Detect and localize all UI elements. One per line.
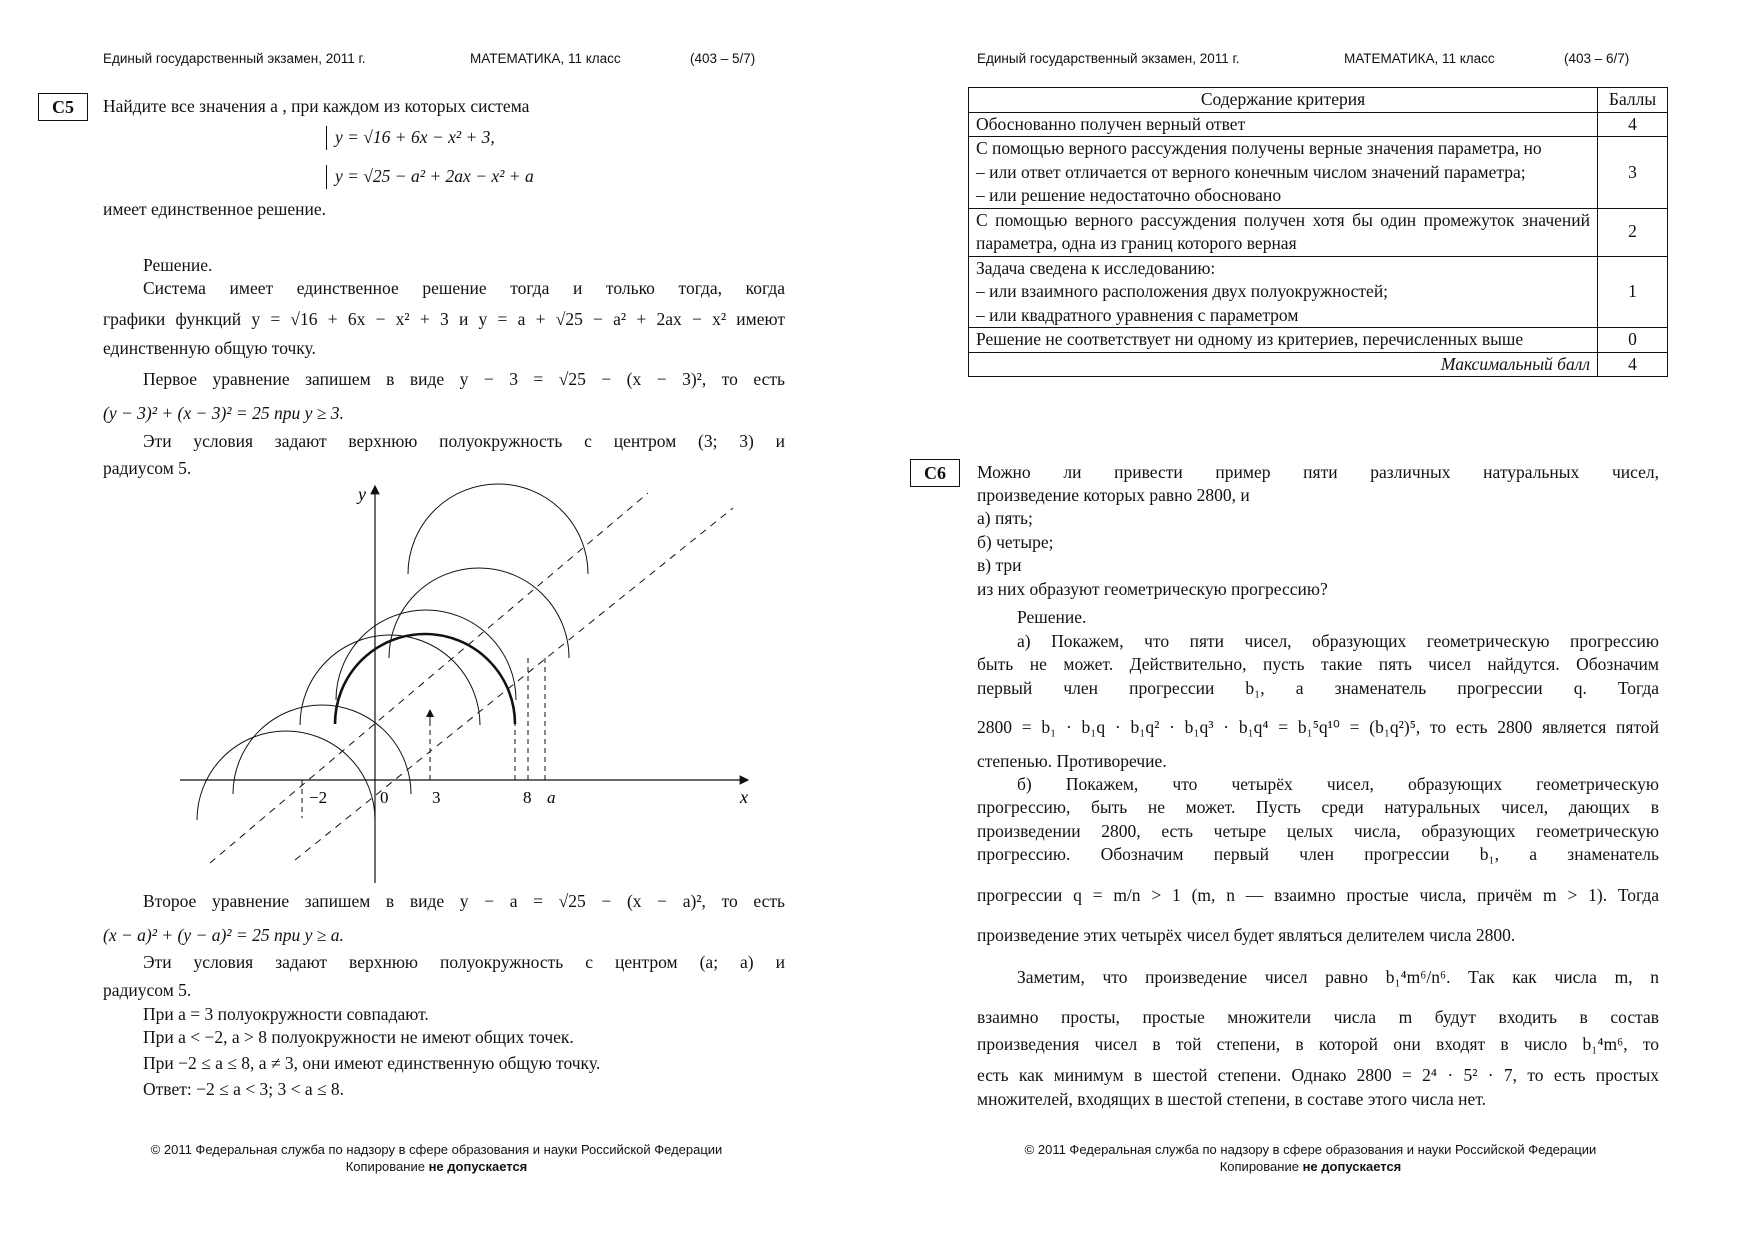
dashed-line-2 xyxy=(295,508,733,860)
solution-p5a: Эти условия задают верхнюю полуокружность с центром (a; a) и xyxy=(143,952,785,972)
solution-p1b: графики функций y = √16 + 6x − x² + 3 и y = a + √25 − a² + 2ax − x² имеют xyxy=(103,309,785,329)
max-points: 4 xyxy=(1598,352,1668,377)
solution-c2: взаимно просты, простые множители числа m будут входить в состав xyxy=(977,1007,1659,1027)
max-label: Максимальный балл xyxy=(969,352,1598,377)
points: 4 xyxy=(1598,112,1668,137)
points: 1 xyxy=(1598,256,1668,328)
semicircle-a-minus2 xyxy=(233,705,411,794)
footer-forbidden: не допускается xyxy=(428,1159,528,1174)
problem-option-c: в) три xyxy=(977,555,1022,575)
problem-q2: произведение которых равно 2800, и xyxy=(977,485,1250,505)
footer-copyright: © 2011 Федеральная служба по надзору в сфере образования и науки Российской Федерации xyxy=(1024,1142,1597,1157)
solution-title: Решение. xyxy=(143,255,213,275)
footer-copyright: © 2011 Федеральная служба по надзору в сфере образования и науки Российской Федерации xyxy=(150,1142,723,1157)
semicircles-graph xyxy=(170,478,770,888)
problem-q1: Можно ли привести пример пяти различных натуральных чисел, xyxy=(977,462,1659,482)
tick-a: a xyxy=(547,788,556,807)
table-row xyxy=(969,208,1668,256)
task-tag-c5: С5 xyxy=(38,93,88,121)
task-tag-c6: С6 xyxy=(910,459,960,487)
solution-a3: первый член прогрессии b₁, а знаменатель прогрессии q. Тогда xyxy=(977,678,1659,698)
solution-title: Решение. xyxy=(1017,607,1087,627)
footer xyxy=(874,1141,1747,1175)
problem-intro: Найдите все значения a , при каждом из которых система xyxy=(103,96,530,116)
tick-8: 8 xyxy=(523,788,532,807)
solution-answer: Ответ: −2 ≤ a < 3; 3 < a ≤ 8. xyxy=(143,1079,345,1099)
tick-3: 3 xyxy=(432,788,441,807)
solution-line1: При a = 3 полуокружности совпадают. xyxy=(143,1004,429,1024)
table-header-row xyxy=(969,88,1668,113)
semicircle-a-minus5 xyxy=(197,731,375,820)
solution-c1: Заметим, что произведение чисел равно b₁⁴m⁶/n⁶. Так как числа m, n xyxy=(1017,967,1659,987)
table-row xyxy=(969,112,1668,137)
criteria-table xyxy=(968,87,1668,377)
table-row xyxy=(969,256,1668,328)
solution-b2: прогрессию, быть не может. Пусть среди натуральных чисел, дающих в xyxy=(977,797,1659,817)
points: 0 xyxy=(1598,328,1668,353)
solution-b1: б) Покажем, что четырёх чисел, образующих геометрическую xyxy=(1017,774,1659,794)
footer xyxy=(0,1141,873,1175)
semicircle-main xyxy=(335,634,515,724)
header-exam: Единый государственный экзамен, 2011 г. xyxy=(977,51,1240,66)
dashed-line-1 xyxy=(210,493,648,863)
solution-a5: степенью. Противоречие. xyxy=(977,751,1167,771)
solution-c3: произведения чисел в той степени, в которой они входят в число b₁⁴m⁶, то xyxy=(977,1034,1659,1054)
right-page xyxy=(874,0,1747,1239)
system-eq2: y = √25 − a² + 2ax − x² + a xyxy=(326,165,534,189)
solution-p3a: Эти условия задают верхнюю полуокружность с центром (3; 3) и xyxy=(143,431,785,451)
solution-b4: прогрессию. Обозначим первый член прогрессии b₁, а знаменатель xyxy=(977,844,1659,864)
criterion-text: Задача сведена к исследованию: – или взаимного расположения двух полуокружностей; – или квадратного уравнения с параметром xyxy=(969,256,1598,328)
left-page xyxy=(0,0,873,1239)
solution-p3b: радиусом 5. xyxy=(103,458,192,478)
solution-line3: При −2 ≤ a ≤ 8, a ≠ 3, они имеют единственную общую точку. xyxy=(143,1053,601,1073)
tick-minus2: −2 xyxy=(309,788,328,807)
footer-copy: Копирование xyxy=(345,1159,425,1174)
solution-line2: При a < −2, a > 8 полуокружности не имеют общих точек. xyxy=(143,1027,574,1047)
header-subject: МАТЕМАТИКА, 11 класс xyxy=(1344,51,1495,66)
problem-outro: имеет единственное решение. xyxy=(103,199,326,219)
solution-a2: быть не может. Действительно, пусть такие пять чисел найдутся. Обозначим xyxy=(977,654,1659,674)
solution-a1: а) Покажем, что пяти чисел, образующих геометрическую прогрессию xyxy=(1017,631,1659,651)
semicircle-a-5 xyxy=(336,610,516,700)
system-eq1: y = √16 + 6x − x² + 3, xyxy=(326,126,495,150)
criterion-text: Обоснованно получен верный ответ xyxy=(969,112,1598,137)
y-axis-label: y xyxy=(358,484,366,504)
solution-c4: есть как минимум в шестой степени. Однако 2800 = 2⁴ · 5² · 7, то есть простых xyxy=(977,1065,1659,1085)
criterion-text: С помощью верного рассуждения получены верные значения параметра, но – или ответ отличается от верного конечным числом значений параметра; – или решение недостаточно обосновано xyxy=(969,137,1598,209)
th-criterion: Содержание критерия xyxy=(969,88,1598,113)
criterion-text: Решение не соответствует ни одному из критериев, перечисленных выше xyxy=(969,328,1598,353)
solution-c5: множителей, входящих в шестой степени, в составе этого числа нет. xyxy=(977,1089,1487,1109)
th-points: Баллы xyxy=(1598,88,1668,113)
table-row xyxy=(969,137,1668,209)
footer-forbidden: не допускается xyxy=(1302,1159,1402,1174)
solution-p4a: Второе уравнение запишем в виде y − a = √25 − (x − a)², то есть xyxy=(143,891,785,911)
points: 3 xyxy=(1598,137,1668,209)
x-axis-label: x xyxy=(740,787,748,807)
solution-b3: произведении 2800, есть четыре целых числа, образующих геометрическую xyxy=(977,821,1659,841)
problem-q3: из них образуют геометрическую прогрессию? xyxy=(977,579,1328,599)
solution-p2b: (y − 3)² + (x − 3)² = 25 при y ≥ 3. xyxy=(103,403,344,423)
solution-p2a: Первое уравнение запишем в виде y − 3 = √25 − (x − 3)², то есть xyxy=(143,369,785,389)
header-exam: Единый государственный экзамен, 2011 г. xyxy=(103,51,366,66)
problem-option-b: б) четыре; xyxy=(977,532,1054,552)
solution-a4: 2800 = b₁ · b₁q · b₁q² · b₁q³ · b₁q⁴ = b₁⁵q¹⁰ = (b₁q²)⁵, то есть 2800 является пятой xyxy=(977,717,1659,737)
solution-p1a: Система имеет единственное решение тогда и только тогда, когда xyxy=(143,278,785,298)
header-code: (403 – 6/7) xyxy=(1564,51,1630,66)
problem-option-a: а) пять; xyxy=(977,508,1033,528)
tick-0: 0 xyxy=(380,788,389,807)
table-row xyxy=(969,328,1668,353)
solution-p1c: единственную общую точку. xyxy=(103,338,316,358)
points: 2 xyxy=(1598,208,1668,256)
header-subject: МАТЕМАТИКА, 11 класс xyxy=(470,51,621,66)
table-row-max xyxy=(969,352,1668,377)
solution-b6: произведение этих четырёх чисел будет являться делителем числа 2800. xyxy=(977,925,1516,945)
semicircle-a-9 xyxy=(408,484,588,574)
header-code: (403 – 5/7) xyxy=(690,51,756,66)
solution-p5b: радиусом 5. xyxy=(103,980,192,1000)
solution-b5: прогрессии q = m/n > 1 (m, n — взаимно простые числа, причём m > 1). Тогда xyxy=(977,885,1659,905)
solution-p4b: (x − a)² + (y − a)² = 25 при y ≥ a. xyxy=(103,925,344,945)
footer-copy: Копирование xyxy=(1219,1159,1299,1174)
criterion-text: С помощью верного рассуждения получен хотя бы один промежуток значений параметра, одна из границ которого верная xyxy=(969,208,1598,256)
